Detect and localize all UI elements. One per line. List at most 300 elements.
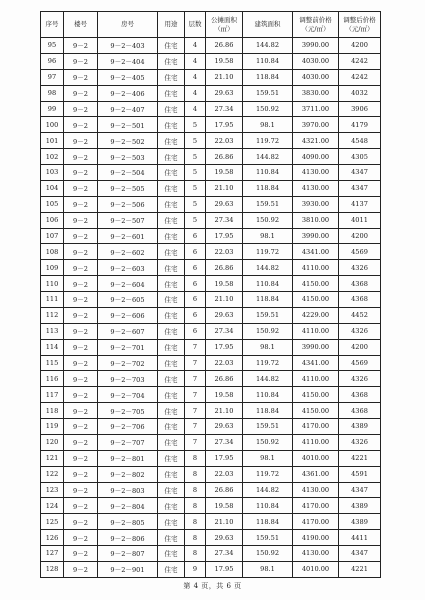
cell-room: 9－2－403 — [98, 38, 158, 54]
cell-room: 9－2－703 — [98, 371, 158, 387]
cell-price-before: 3810.00 — [293, 212, 339, 228]
cell-use: 住宅 — [158, 561, 185, 577]
cell-seq: 105 — [41, 196, 64, 212]
cell-use: 住宅 — [158, 403, 185, 419]
cell-room: 9－2－803 — [98, 482, 158, 498]
cell-building: 9－2 — [64, 546, 98, 562]
cell-shared-area: 17.95 — [206, 450, 243, 466]
cell-price-before: 4150.00 — [293, 403, 339, 419]
cell-room: 9－2－503 — [98, 149, 158, 165]
cell-price-before: 4010.00 — [293, 561, 339, 577]
cell-seq: 103 — [41, 165, 64, 181]
cell-price-before: 3970.00 — [293, 117, 339, 133]
table-row — [41, 482, 381, 498]
cell-floor: 8 — [185, 466, 206, 482]
cell-seq: 116 — [41, 371, 64, 387]
cell-shared-area: 26.86 — [206, 149, 243, 165]
cell-room: 9－2－901 — [98, 561, 158, 577]
cell-use: 住宅 — [158, 434, 185, 450]
cell-building: 9－2 — [64, 292, 98, 308]
cell-price-after: 4347 — [339, 546, 381, 562]
table-row — [41, 212, 381, 228]
cell-floor: 6 — [185, 260, 206, 276]
cell-built-area: 118.84 — [243, 403, 293, 419]
cell-room: 9－2－607 — [98, 323, 158, 339]
cell-seq: 111 — [41, 292, 64, 308]
cell-building: 9－2 — [64, 355, 98, 371]
table-row — [41, 387, 381, 403]
cell-price-before: 4341.00 — [293, 355, 339, 371]
cell-use: 住宅 — [158, 69, 185, 85]
cell-room: 9－2－707 — [98, 434, 158, 450]
cell-price-before: 3990.00 — [293, 38, 339, 54]
cell-floor: 7 — [185, 371, 206, 387]
cell-use: 住宅 — [158, 133, 185, 149]
table-row — [41, 260, 381, 276]
cell-floor: 8 — [185, 498, 206, 514]
cell-use: 住宅 — [158, 180, 185, 196]
cell-use: 住宅 — [158, 387, 185, 403]
cell-shared-area: 26.86 — [206, 371, 243, 387]
table-row — [41, 38, 381, 54]
cell-price-before: 4130.00 — [293, 165, 339, 181]
table-row — [41, 69, 381, 85]
cell-built-area: 110.84 — [243, 498, 293, 514]
cell-shared-area: 19.58 — [206, 498, 243, 514]
cell-price-after: 4242 — [339, 69, 381, 85]
cell-built-area: 159.51 — [243, 530, 293, 546]
cell-price-after: 4326 — [339, 323, 381, 339]
table-row — [41, 196, 381, 212]
cell-building: 9－2 — [64, 450, 98, 466]
cell-building: 9－2 — [64, 117, 98, 133]
cell-shared-area: 19.58 — [206, 165, 243, 181]
cell-building: 9－2 — [64, 38, 98, 54]
cell-price-before: 4341.00 — [293, 244, 339, 260]
table-row — [41, 180, 381, 196]
cell-shared-area: 27.34 — [206, 434, 243, 450]
cell-price-before: 4130.00 — [293, 180, 339, 196]
cell-use: 住宅 — [158, 244, 185, 260]
cell-price-after: 4368 — [339, 276, 381, 292]
cell-seq: 100 — [41, 117, 64, 133]
header-seq: 序号 — [41, 12, 64, 38]
header-price-before-line1: 调整前价格 — [299, 15, 332, 24]
cell-seq: 96 — [41, 53, 64, 69]
cell-price-before: 4170.00 — [293, 419, 339, 435]
cell-building: 9－2 — [64, 101, 98, 117]
cell-floor: 5 — [185, 133, 206, 149]
cell-shared-area: 29.63 — [206, 530, 243, 546]
table-row — [41, 466, 381, 482]
cell-room: 9－2－804 — [98, 498, 158, 514]
cell-shared-area: 17.95 — [206, 561, 243, 577]
header-shared-area-line1: 公摊面积 — [211, 15, 237, 24]
cell-building: 9－2 — [64, 228, 98, 244]
cell-price-after: 4200 — [339, 339, 381, 355]
table-row — [41, 117, 381, 133]
cell-room: 9－2－504 — [98, 165, 158, 181]
cell-shared-area: 22.03 — [206, 133, 243, 149]
cell-price-after: 4368 — [339, 403, 381, 419]
cell-built-area: 119.72 — [243, 355, 293, 371]
cell-shared-area: 17.95 — [206, 117, 243, 133]
cell-building: 9－2 — [64, 498, 98, 514]
table-body — [41, 38, 381, 578]
cell-price-after: 4221 — [339, 561, 381, 577]
cell-building: 9－2 — [64, 482, 98, 498]
cell-building: 9－2 — [64, 212, 98, 228]
cell-price-before: 4170.00 — [293, 498, 339, 514]
cell-use: 住宅 — [158, 482, 185, 498]
cell-room: 9－2－501 — [98, 117, 158, 133]
cell-built-area: 98.1 — [243, 339, 293, 355]
cell-room: 9－2－806 — [98, 530, 158, 546]
cell-built-area: 150.92 — [243, 323, 293, 339]
cell-shared-area: 21.10 — [206, 292, 243, 308]
cell-seq: 110 — [41, 276, 64, 292]
cell-room: 9－2－502 — [98, 133, 158, 149]
cell-shared-area: 27.34 — [206, 323, 243, 339]
cell-price-before: 4030.00 — [293, 69, 339, 85]
cell-price-before: 4010.00 — [293, 450, 339, 466]
cell-floor: 5 — [185, 149, 206, 165]
cell-shared-area: 29.63 — [206, 307, 243, 323]
cell-price-after: 4347 — [339, 180, 381, 196]
cell-price-after: 4548 — [339, 133, 381, 149]
cell-price-after: 4389 — [339, 514, 381, 530]
cell-use: 住宅 — [158, 38, 185, 54]
cell-price-after: 4326 — [339, 434, 381, 450]
cell-price-before: 4150.00 — [293, 276, 339, 292]
cell-price-after: 4452 — [339, 307, 381, 323]
cell-floor: 8 — [185, 482, 206, 498]
cell-room: 9－2－702 — [98, 355, 158, 371]
cell-seq: 109 — [41, 260, 64, 276]
table-row — [41, 450, 381, 466]
cell-room: 9－2－405 — [98, 69, 158, 85]
table-row — [41, 85, 381, 101]
cell-use: 住宅 — [158, 101, 185, 117]
cell-building: 9－2 — [64, 244, 98, 260]
cell-seq: 117 — [41, 387, 64, 403]
cell-built-area: 118.84 — [243, 292, 293, 308]
cell-built-area: 159.51 — [243, 419, 293, 435]
cell-built-area: 98.1 — [243, 561, 293, 577]
cell-price-before: 4030.00 — [293, 53, 339, 69]
cell-floor: 5 — [185, 196, 206, 212]
table-row — [41, 133, 381, 149]
cell-built-area: 150.92 — [243, 101, 293, 117]
cell-price-after: 4011 — [339, 212, 381, 228]
cell-floor: 4 — [185, 101, 206, 117]
cell-built-area: 110.84 — [243, 53, 293, 69]
cell-use: 住宅 — [158, 419, 185, 435]
cell-room: 9－2－802 — [98, 466, 158, 482]
cell-built-area: 159.51 — [243, 307, 293, 323]
table-row — [41, 514, 381, 530]
cell-floor: 8 — [185, 450, 206, 466]
cell-shared-area: 21.10 — [206, 403, 243, 419]
cell-seq: 114 — [41, 339, 64, 355]
cell-floor: 7 — [185, 339, 206, 355]
cell-built-area: 144.82 — [243, 260, 293, 276]
cell-floor: 5 — [185, 180, 206, 196]
table-row — [41, 149, 381, 165]
table-row — [41, 165, 381, 181]
cell-price-before: 4150.00 — [293, 292, 339, 308]
cell-building: 9－2 — [64, 371, 98, 387]
cell-built-area: 119.72 — [243, 466, 293, 482]
cell-seq: 121 — [41, 450, 64, 466]
cell-floor: 5 — [185, 117, 206, 133]
cell-building: 9－2 — [64, 276, 98, 292]
cell-shared-area: 29.63 — [206, 85, 243, 101]
cell-seq: 115 — [41, 355, 64, 371]
cell-shared-area: 22.03 — [206, 244, 243, 260]
cell-built-area: 119.72 — [243, 244, 293, 260]
price-table — [40, 11, 381, 578]
cell-shared-area: 19.58 — [206, 53, 243, 69]
cell-seq: 101 — [41, 133, 64, 149]
cell-price-after: 4200 — [339, 38, 381, 54]
table-row — [41, 371, 381, 387]
cell-shared-area: 26.86 — [206, 260, 243, 276]
cell-room: 9－2－701 — [98, 339, 158, 355]
cell-built-area: 144.82 — [243, 38, 293, 54]
table-row — [41, 403, 381, 419]
cell-floor: 7 — [185, 419, 206, 435]
cell-seq: 118 — [41, 403, 64, 419]
cell-building: 9－2 — [64, 514, 98, 530]
cell-shared-area: 17.95 — [206, 228, 243, 244]
cell-price-before: 3930.00 — [293, 196, 339, 212]
cell-shared-area: 26.86 — [206, 482, 243, 498]
cell-floor: 6 — [185, 307, 206, 323]
cell-floor: 6 — [185, 292, 206, 308]
cell-seq: 102 — [41, 149, 64, 165]
cell-floor: 7 — [185, 403, 206, 419]
cell-built-area: 159.51 — [243, 196, 293, 212]
cell-floor: 5 — [185, 165, 206, 181]
cell-shared-area: 21.10 — [206, 514, 243, 530]
cell-building: 9－2 — [64, 323, 98, 339]
table-row — [41, 307, 381, 323]
cell-room: 9－2－805 — [98, 514, 158, 530]
cell-seq: 104 — [41, 180, 64, 196]
cell-use: 住宅 — [158, 149, 185, 165]
cell-seq: 112 — [41, 307, 64, 323]
cell-floor: 8 — [185, 546, 206, 562]
cell-floor: 6 — [185, 323, 206, 339]
cell-room: 9－2－801 — [98, 450, 158, 466]
cell-floor: 8 — [185, 514, 206, 530]
table-row — [41, 292, 381, 308]
cell-room: 9－2－404 — [98, 53, 158, 69]
table-row — [41, 355, 381, 371]
cell-use: 住宅 — [158, 276, 185, 292]
cell-floor: 6 — [185, 276, 206, 292]
cell-use: 住宅 — [158, 514, 185, 530]
header-use: 用途 — [158, 12, 185, 38]
cell-room: 9－2－601 — [98, 228, 158, 244]
cell-shared-area: 22.03 — [206, 355, 243, 371]
cell-built-area: 159.51 — [243, 85, 293, 101]
cell-shared-area: 21.10 — [206, 180, 243, 196]
cell-price-before: 3711.00 — [293, 101, 339, 117]
cell-price-after: 4179 — [339, 117, 381, 133]
cell-shared-area: 22.03 — [206, 466, 243, 482]
cell-shared-area: 29.63 — [206, 196, 243, 212]
cell-use: 住宅 — [158, 292, 185, 308]
cell-floor: 8 — [185, 530, 206, 546]
cell-price-before: 4130.00 — [293, 546, 339, 562]
cell-floor: 7 — [185, 387, 206, 403]
cell-seq: 127 — [41, 546, 64, 562]
cell-building: 9－2 — [64, 387, 98, 403]
cell-use: 住宅 — [158, 165, 185, 181]
cell-building: 9－2 — [64, 561, 98, 577]
cell-price-after: 4591 — [339, 466, 381, 482]
cell-seq: 128 — [41, 561, 64, 577]
cell-price-before: 4170.00 — [293, 514, 339, 530]
cell-building: 9－2 — [64, 85, 98, 101]
cell-shared-area: 27.34 — [206, 546, 243, 562]
cell-price-after: 4347 — [339, 165, 381, 181]
cell-shared-area: 29.63 — [206, 419, 243, 435]
cell-room: 9－2－704 — [98, 387, 158, 403]
cell-price-after: 4221 — [339, 450, 381, 466]
cell-room: 9－2－406 — [98, 85, 158, 101]
header-building: 楼号 — [64, 12, 98, 38]
cell-seq: 97 — [41, 69, 64, 85]
cell-use: 住宅 — [158, 323, 185, 339]
cell-price-after: 4200 — [339, 228, 381, 244]
cell-floor: 5 — [185, 212, 206, 228]
cell-price-after: 4242 — [339, 53, 381, 69]
cell-building: 9－2 — [64, 260, 98, 276]
cell-floor: 9 — [185, 561, 206, 577]
cell-price-after: 4389 — [339, 419, 381, 435]
cell-built-area: 118.84 — [243, 180, 293, 196]
cell-built-area: 150.92 — [243, 212, 293, 228]
cell-built-area: 110.84 — [243, 276, 293, 292]
header-price-after-line2: （元/㎡） — [345, 24, 374, 33]
header-shared-area — [206, 12, 243, 38]
cell-use: 住宅 — [158, 371, 185, 387]
cell-built-area: 150.92 — [243, 434, 293, 450]
table-header-row — [41, 12, 381, 38]
cell-room: 9－2－807 — [98, 546, 158, 562]
cell-use: 住宅 — [158, 85, 185, 101]
cell-price-after: 4326 — [339, 371, 381, 387]
cell-seq: 119 — [41, 419, 64, 435]
table-row — [41, 530, 381, 546]
cell-built-area: 98.1 — [243, 450, 293, 466]
cell-building: 9－2 — [64, 180, 98, 196]
cell-shared-area: 17.95 — [206, 339, 243, 355]
cell-shared-area: 27.34 — [206, 212, 243, 228]
header-floor: 层数 — [185, 12, 206, 38]
cell-use: 住宅 — [158, 196, 185, 212]
cell-use: 住宅 — [158, 530, 185, 546]
cell-building: 9－2 — [64, 434, 98, 450]
cell-price-before: 4090.00 — [293, 149, 339, 165]
cell-building: 9－2 — [64, 307, 98, 323]
cell-use: 住宅 — [158, 260, 185, 276]
cell-floor: 7 — [185, 355, 206, 371]
cell-use: 住宅 — [158, 228, 185, 244]
cell-price-after: 4411 — [339, 530, 381, 546]
cell-price-before: 4150.00 — [293, 387, 339, 403]
cell-built-area: 119.72 — [243, 133, 293, 149]
cell-building: 9－2 — [64, 69, 98, 85]
cell-room: 9－2－606 — [98, 307, 158, 323]
cell-price-after: 4368 — [339, 387, 381, 403]
cell-price-before: 3990.00 — [293, 339, 339, 355]
cell-building: 9－2 — [64, 196, 98, 212]
table-row — [41, 498, 381, 514]
cell-room: 9－2－602 — [98, 244, 158, 260]
cell-built-area: 118.84 — [243, 514, 293, 530]
table-row — [41, 244, 381, 260]
cell-use: 住宅 — [158, 450, 185, 466]
header-price-after — [339, 12, 381, 38]
cell-shared-area: 19.58 — [206, 387, 243, 403]
table-row — [41, 228, 381, 244]
cell-floor: 7 — [185, 434, 206, 450]
table-row — [41, 546, 381, 562]
cell-building: 9－2 — [64, 149, 98, 165]
cell-price-after: 4368 — [339, 292, 381, 308]
cell-use: 住宅 — [158, 212, 185, 228]
cell-seq: 99 — [41, 101, 64, 117]
cell-use: 住宅 — [158, 466, 185, 482]
cell-seq: 123 — [41, 482, 64, 498]
cell-building: 9－2 — [64, 530, 98, 546]
cell-shared-area: 27.34 — [206, 101, 243, 117]
table-row — [41, 419, 381, 435]
cell-use: 住宅 — [158, 339, 185, 355]
cell-seq: 122 — [41, 466, 64, 482]
cell-price-after: 4569 — [339, 244, 381, 260]
cell-use: 住宅 — [158, 117, 185, 133]
cell-seq: 120 — [41, 434, 64, 450]
cell-built-area: 118.84 — [243, 69, 293, 85]
cell-room: 9－2－507 — [98, 212, 158, 228]
cell-building: 9－2 — [64, 466, 98, 482]
table-row — [41, 339, 381, 355]
header-room: 房号 — [98, 12, 158, 38]
cell-built-area: 144.82 — [243, 149, 293, 165]
cell-building: 9－2 — [64, 419, 98, 435]
header-price-before — [293, 12, 339, 38]
cell-price-before: 4229.00 — [293, 307, 339, 323]
cell-price-before: 4110.00 — [293, 323, 339, 339]
cell-price-after: 3906 — [339, 101, 381, 117]
header-built-area: 建筑面积 — [243, 12, 293, 38]
cell-price-before: 4321.00 — [293, 133, 339, 149]
cell-seq: 125 — [41, 514, 64, 530]
cell-seq: 113 — [41, 323, 64, 339]
cell-room: 9－2－505 — [98, 180, 158, 196]
cell-room: 9－2－506 — [98, 196, 158, 212]
cell-building: 9－2 — [64, 165, 98, 181]
cell-floor: 4 — [185, 85, 206, 101]
cell-building: 9－2 — [64, 53, 98, 69]
cell-price-after: 4347 — [339, 482, 381, 498]
cell-built-area: 144.82 — [243, 371, 293, 387]
